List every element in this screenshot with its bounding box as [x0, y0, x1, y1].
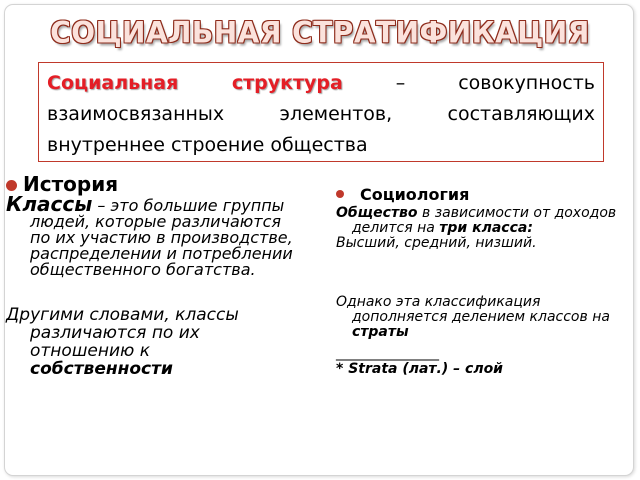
ownership-text: Другими словами, классы различаются по их отношению к — [6, 305, 239, 361]
definition-box — [38, 62, 604, 162]
class-list: Высший, средний, низший. — [336, 235, 537, 251]
strata-text: Однако эта классификация дополняется делением классов на — [336, 294, 610, 325]
slide-title: СОЦИАЛЬНАЯ СТРАТИФИКАЦИЯ — [50, 15, 590, 50]
society-term: Общество — [336, 205, 418, 221]
strata-term: страты — [352, 324, 409, 340]
sociology-heading-row — [336, 184, 632, 206]
classes-text: – это большие группы людей, которые различаются по их участию в производстве, распределении и потреблении общественного богатства. — [30, 196, 293, 279]
definition-term: Социальная структура — [47, 72, 343, 94]
footnote: * Strata (лат.) – слой — [336, 361, 503, 377]
society-text: в зависимости от доходов делится на — [352, 205, 617, 236]
society-division — [336, 206, 632, 236]
strata-note — [336, 295, 632, 340]
bullet-icon — [6, 180, 17, 191]
sociology-heading: Социология — [360, 185, 470, 204]
three-classes: три класса: — [439, 220, 533, 236]
sociology-column — [336, 184, 632, 378]
classes-term: Классы — [6, 192, 93, 216]
footnote-rule: _________________ — [336, 345, 438, 361]
bullet-icon — [336, 190, 344, 198]
classes-definition — [6, 192, 296, 279]
history-heading: История — [23, 172, 119, 196]
ownership-term: собственности — [30, 359, 173, 379]
classes-ownership — [6, 306, 296, 378]
definition-text: – совокупность взаимосвязанных элементов, составляющих внутреннее строение общества — [47, 72, 595, 156]
history-column — [6, 172, 296, 378]
